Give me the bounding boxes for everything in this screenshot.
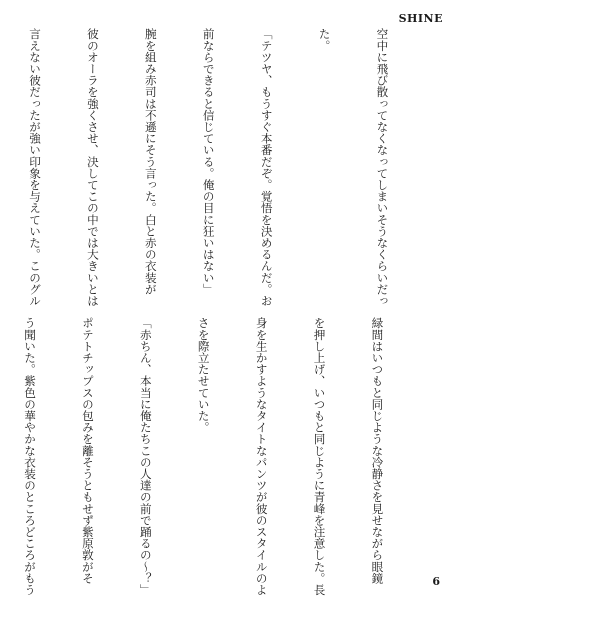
text-line: を押し上げ、いつもと同じように青峰を注意した。長 [312, 317, 327, 596]
text-line: 緑間はいつもと同じような冷静さを見せながら眼鏡 [370, 317, 385, 584]
text-line: ポテトチップスの包みを離そうともせず紫原敦がそ [80, 317, 95, 584]
text-line: 「テツヤ、もうすぐ本番だぞ。覚悟を決めるんだ。お [259, 28, 274, 307]
text-column-bottom [23, 317, 425, 596]
text-line: 腕を組み赤司は不遜にそう言った。白と赤の衣装が [143, 28, 158, 295]
text-line: た。 [317, 28, 332, 52]
page-number: 6 [432, 575, 440, 588]
text-line: 彼のオーラを強くさせ、決してこの中では大きいとは [85, 28, 100, 307]
text-line: う聞いた。紫色の華やかな衣装のところどころがもう [23, 317, 38, 596]
text-line: 前ならできると信じている。俺の目に狂いはない」 [201, 28, 216, 295]
text-line: 空中に飛び散ってなくなってしまいそうなくらいだっ [375, 28, 390, 307]
text-line: さを際立たせていた。 [196, 317, 211, 433]
text-column-top [28, 28, 430, 307]
text-line: 言えない彼だったが強い印象を与えていた。このグル [28, 28, 43, 307]
text-line: 身を生かすようなタイトなパンツが彼のスタイルのよ [254, 317, 269, 596]
text-line: 「赤ちん、本当に俺たちこの人達の前で踊るの～？」 [138, 317, 153, 596]
running-title: SHINE [398, 12, 443, 25]
